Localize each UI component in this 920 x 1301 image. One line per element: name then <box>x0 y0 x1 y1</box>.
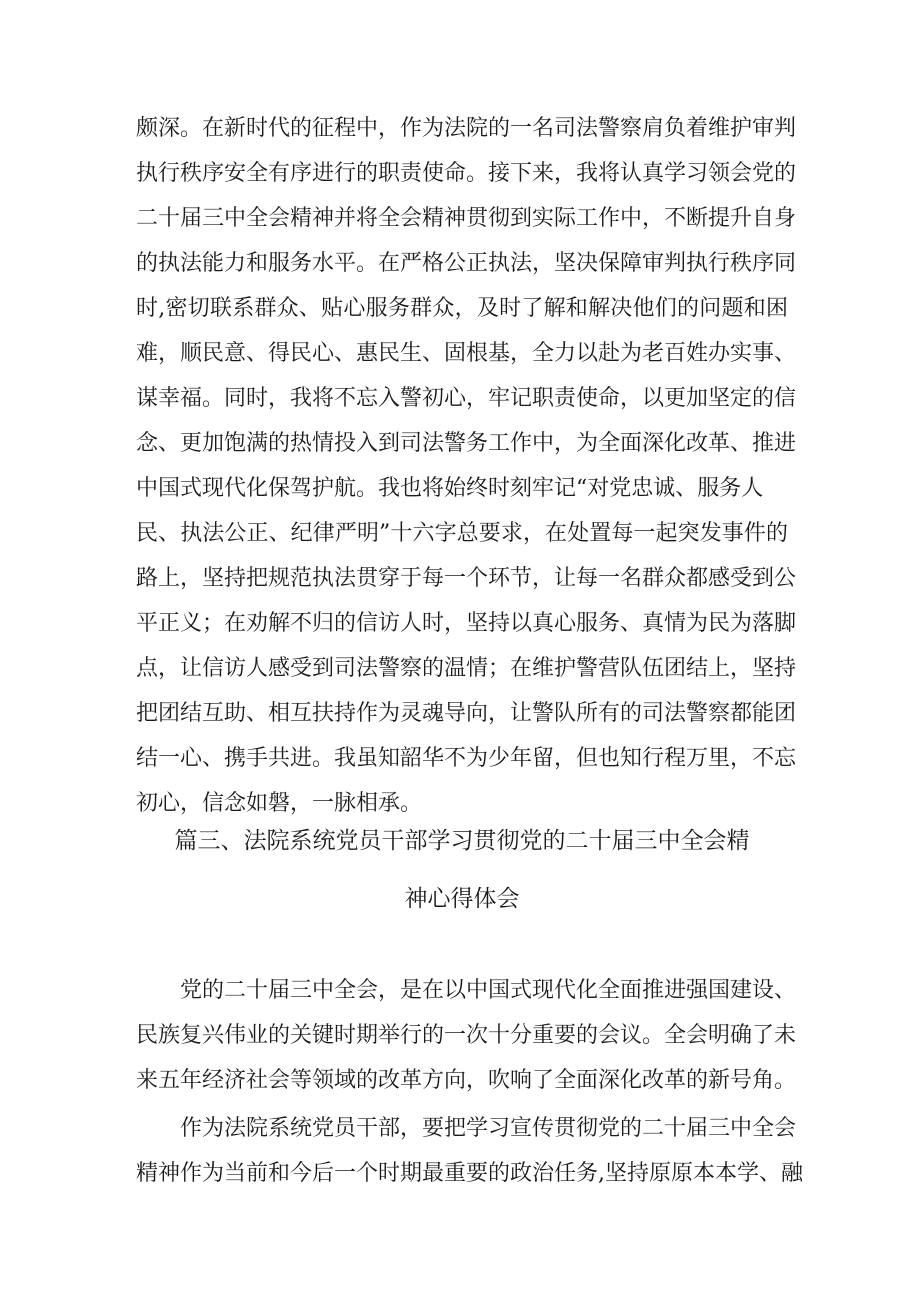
paragraph-2 <box>136 1106 803 1196</box>
section-heading-line: 篇三、法院系统党员干部学习贯彻党的二十届三中全会精 <box>174 828 750 854</box>
paragraph-line: 执行秩序安全有序进行的职责使命。接下来，我将认真学习领会党的 <box>136 161 797 186</box>
paragraph-line: 结一心、携手共进。我虽知韶华不为少年留，但也知行程万里，不忘 <box>136 746 797 771</box>
paragraph-line: 时,密切联系群众、贴心服务群众，及时了解和解决他们的问题和困 <box>136 296 788 321</box>
paragraph-line: 谋幸福。同时，我将不忘入警初心，牢记职责使命，以更加坚定的信 <box>136 386 797 411</box>
paragraph-line: 民族复兴伟业的关键时期举行的一次十分重要的会议。全会明确了未 <box>136 1023 797 1048</box>
text-column <box>136 0 803 1301</box>
paragraph-line: 民、执法公正、纪律严明”十六字总要求，在处置每一起突发事件的 <box>136 521 788 546</box>
paragraph-1 <box>136 968 797 1103</box>
paragraph-line: 平正义；在劝解不归的信访人时，坚持以真心服务、真情为民为落脚 <box>136 611 797 636</box>
continued-paragraph <box>136 106 797 826</box>
paragraph-line: 中国式现代化保驾护航。我也将始终时刻牢记“对党忠诚、服务人 <box>136 476 764 501</box>
paragraph-line: 作为法院系统党员干部，要把学习宣传贯彻党的二十届三中全会 <box>180 1116 797 1141</box>
section-heading-line: 神心得体会 <box>404 886 520 912</box>
paragraph-line: 来五年经济社会等领域的改革方向，吹响了全面深化改革的新号角。 <box>136 1068 797 1093</box>
paragraph-line: 初心，信念如磐，一脉相承。 <box>136 791 423 816</box>
paragraph-line: 路上，坚持把规范执法贯穿于每一个环节，让每一名群众都感受到公 <box>136 566 797 591</box>
paragraph-line: 颇深。在新时代的征程中，作为法院的一名司法警察肩负着维护审判 <box>136 116 797 141</box>
paragraph-line: 点，让信访人感受到司法警察的温情；在维护警营队伍团结上，坚持 <box>136 656 797 681</box>
paragraph-line: 念、更加饱满的热情投入到司法警务工作中，为全面深化改革、推进 <box>136 431 797 456</box>
paragraph-line: 的执法能力和服务水平。在严格公正执法，坚决保障审判执行秩序同 <box>136 251 797 276</box>
paragraph-line: 党的二十届三中全会，是在以中国式现代化全面推进强国建设、 <box>180 978 797 1003</box>
paragraph-line: 精神作为当前和今后一个时期最重要的政治任务,坚持原原本本学、融 <box>136 1161 803 1186</box>
section-heading <box>136 826 788 914</box>
paragraph-line: 二十届三中全会精神并将全会精神贯彻到实际工作中，不断提升自身 <box>136 206 797 231</box>
paragraph-line: 把团结互助、相互扶持作为灵魂导向，让警队所有的司法警察都能团 <box>136 701 797 726</box>
paragraph-line: 难，顺民意、得民心、惠民生、固根基，全力以赴为老百姓办实事、 <box>136 341 797 366</box>
